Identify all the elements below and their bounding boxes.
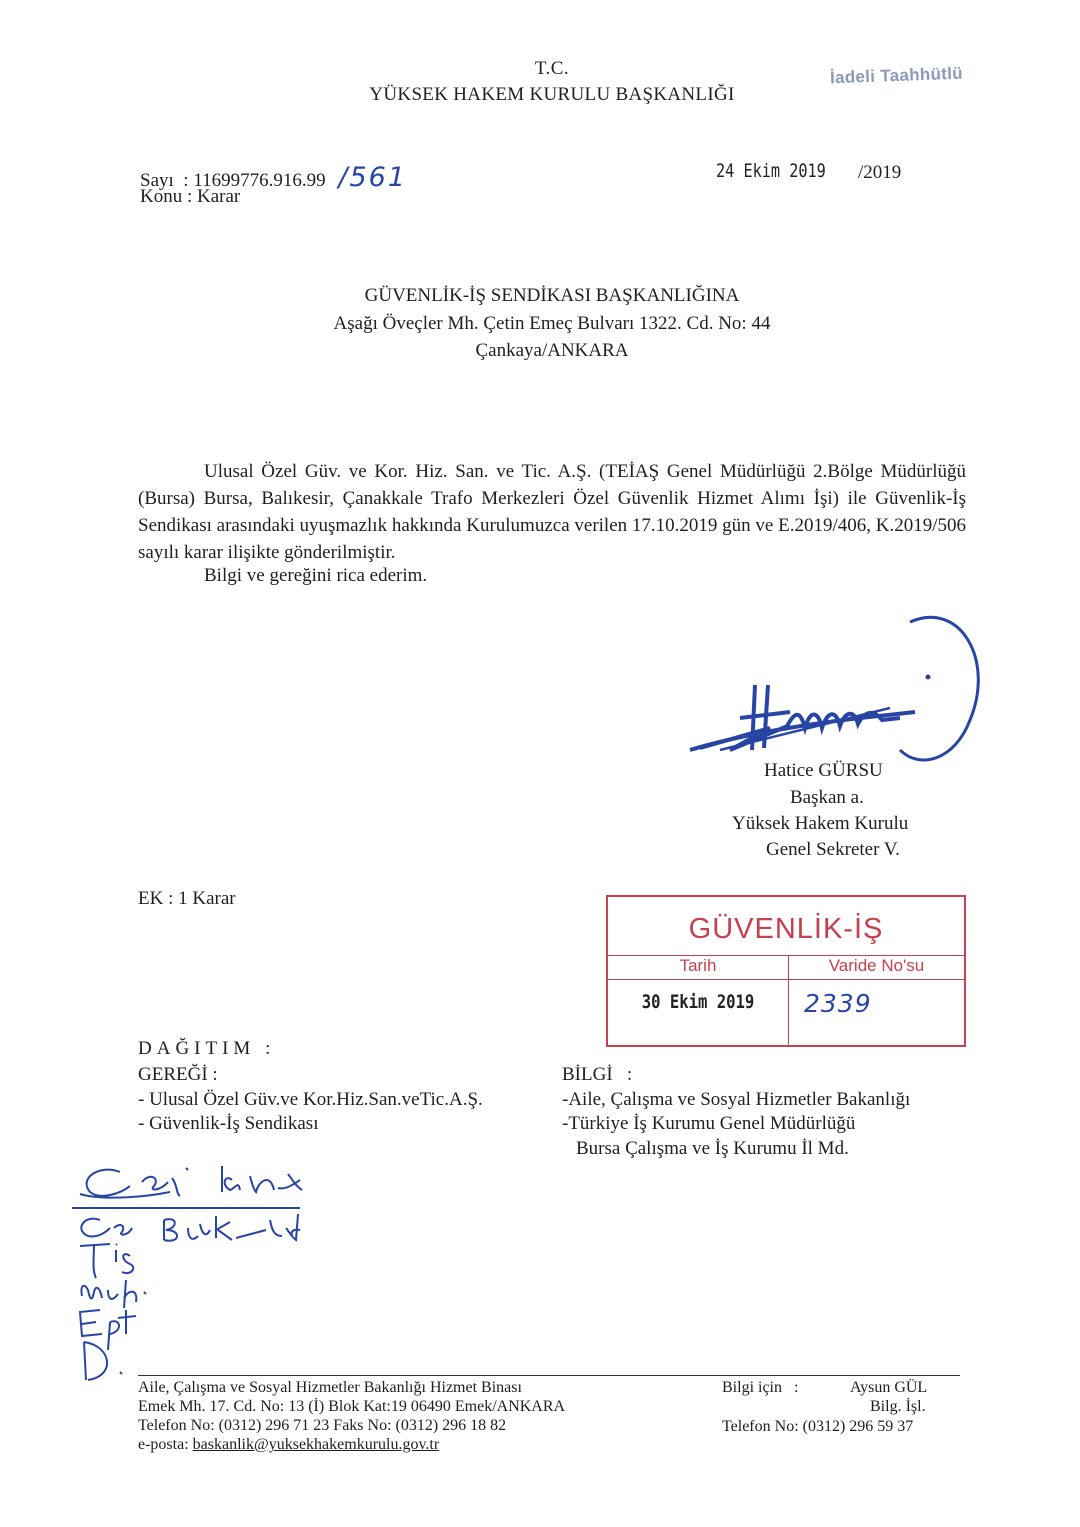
handwritten-note [60, 1150, 380, 1390]
issuing-organization: YÜKSEK HAKEM KURULU BAŞKANLIĞI [369, 84, 735, 105]
body-closing: Bilgi ve gereğini rica ederim. [204, 565, 428, 586]
footer-email-line [138, 1435, 565, 1454]
footer-contact-label: Bilgi için : [722, 1379, 799, 1396]
stamp-number-label: Varide No'su [828, 956, 925, 975]
recipient-city: Çankaya/ANKARA [475, 340, 629, 361]
reference-line: Sayı : 11699776.916.99 /561 [140, 162, 407, 193]
reference-number: 11699776.916.99 [193, 170, 326, 191]
subject-line: Konu : Karar [140, 186, 241, 207]
letter-body [138, 458, 966, 566]
reference-handwritten-number: /561 [338, 162, 407, 193]
footer-street: Emek Mh. 17. Cd. No: 13 (İ) Blok Kat:19 06490 Emek/ANKARA [138, 1398, 566, 1415]
recipient-street: Aşağı Öveçler Mh. Çetin Emeç Bulvarı 1322. Cd. No: 44 [333, 313, 771, 334]
body-paragraph: Ulusal Özel Güv. ve Kor. Hiz. San. ve Tic. A.Ş. (TEİAŞ Genel Müdürlüğü 2.Bölge Müdürlüğü (Bursa) Bursa, Balıkesir, Çanakkale Trafo Merkezleri Özel Güvenlik Hizmet Alımı İşi) ile Güvenlik-İş Sendikası arasındaki uyuşmazlık hakkında Kurulumuzca verilen 17.10.2019 gün ve E.2019/406, K.2019/506 sayılı karar ilişikte gönderilmiştir. [138, 461, 966, 563]
signer-name: Hatice GÜRSU [764, 760, 883, 781]
signature-image [660, 600, 990, 780]
distribution-title: DAĞITIM [138, 1038, 256, 1059]
footer-divider [138, 1375, 960, 1376]
attachment-line: EK : 1 Karar [138, 888, 236, 909]
signer-title: Başkan a. [790, 787, 864, 808]
distribution-heading: DAĞITIM : [138, 1038, 276, 1059]
action-recipient: - Güvenlik-İş Sendikası [138, 1113, 319, 1134]
footer-email-label: e-posta: [138, 1436, 189, 1453]
footer-contact-role: Bilg. İşl. [870, 1398, 926, 1415]
attachment-value: 1 Karar [178, 888, 236, 909]
footer-phone-fax: Telefon No: (0312) 296 71 23 Faks No: (0312) 296 18 82 [138, 1417, 507, 1434]
info-recipient: Bursa Çalışma ve İş Kurumu İl Md. [576, 1138, 849, 1159]
action-heading: GEREĞİ : [138, 1064, 218, 1085]
stamp-number-value: 2339 [804, 989, 872, 1018]
info-heading: BİLGİ : [562, 1064, 633, 1085]
stamp-organization: GÜVENLİK-İŞ [688, 913, 884, 945]
footer-contact-name: Aysun GÜL [850, 1379, 928, 1396]
subject-value: Karar [197, 186, 241, 207]
info-recipient: -Aile, Çalışma ve Sosyal Hizmetler Bakanlığı [562, 1089, 911, 1110]
receipt-stamp [606, 895, 966, 1047]
subject-label: Konu [140, 186, 183, 207]
recipient-name: GÜVENLİK-İŞ SENDİKASI BAŞKANLIĞINA [364, 285, 740, 306]
registered-mail-stamp: İadeli Taahhütlü [829, 63, 964, 88]
header-tc: T.C. [534, 58, 570, 79]
signer-organization: Yüksek Hakem Kurulu [732, 813, 909, 834]
stamp-divider [608, 979, 964, 980]
date-suffix: /2019 [858, 162, 902, 183]
info-title: BİLGİ [562, 1064, 613, 1085]
action-recipient: - Ulusal Özel Güv.ve Kor.Hiz.San.veTic.A.Ş. [138, 1089, 483, 1110]
date-stamp: 24 Ekim 2019 [716, 160, 826, 182]
info-recipient: -Türkiye İş Kurumu Genel Müdürlüğü [562, 1113, 856, 1134]
reference-label: Sayı [140, 170, 174, 191]
footer-contact-phone: Telefon No: (0312) 296 59 37 [722, 1418, 914, 1435]
signer-position: Genel Sekreter V. [766, 839, 900, 860]
stamp-date-value: 30 Ekim 2019 [641, 991, 755, 1013]
footer-address [138, 1378, 565, 1454]
footer-email-link[interactable]: baskanlik@yuksekhakemkurulu.gov.tr [192, 1436, 440, 1453]
footer-contact-label-text: Bilgi için [722, 1379, 782, 1396]
footer-building: Aile, Çalışma ve Sosyal Hizmetler Bakanlığı Hizmet Binası [138, 1379, 522, 1396]
action-title: GEREĞİ [138, 1064, 208, 1085]
stamp-date-label: Tarih [679, 956, 717, 975]
attachment-label: EK [138, 888, 164, 909]
